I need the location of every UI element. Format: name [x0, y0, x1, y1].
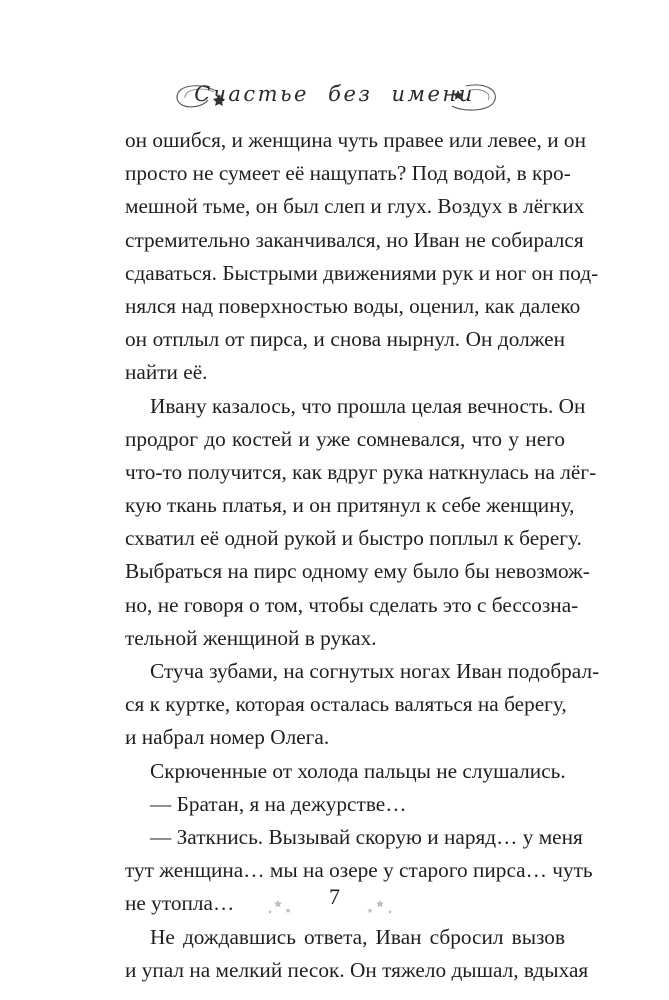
text-line: он отплыл от пирса, и снова нырнул. Он должен	[125, 327, 565, 352]
page-number: 7	[329, 884, 340, 909]
text-line: не утопла…	[125, 891, 235, 916]
text-line: Стуча зубами, на согнутых ногах Иван подобрал-	[150, 659, 600, 683]
text-line: Не дождавшись ответа, Иван сбросил вызов	[150, 924, 565, 949]
text-line: ся к куртке, которая осталась валяться на берегу,	[125, 692, 567, 717]
text-line: сдаваться. Быстрыми движениями рук и ног он под-	[125, 260, 599, 285]
text-line: и упал на мелкий песок. Он тяжело дышал, вдыхая	[125, 957, 589, 982]
text-line: схватил её одной рукой и быстро поплыл к берегу.	[125, 526, 582, 551]
running-header-title: Счастье без имени	[194, 82, 475, 106]
running-header	[0, 76, 669, 116]
body-text	[125, 124, 600, 987]
text-line: найти её.	[125, 360, 208, 385]
text-line: и набрал номер Олега.	[125, 725, 330, 750]
text-line: но, не говоря о том, чтобы сделать это с бессозна-	[125, 592, 579, 617]
text-line: кую ткань платья, и он притянул к себе женщину,	[125, 493, 575, 518]
text-line: тут женщина… мы на озере у старого пирса… чуть	[125, 858, 593, 883]
text-line: продрог до костей и уже сомневался, что у него	[125, 426, 565, 451]
text-line: Выбраться на пирс одному ему было бы невозмож-	[125, 559, 590, 584]
text-line: нялся над поверхностью воды, оценил, как далеко	[125, 293, 581, 318]
text-line: что-то получится, как вдруг рука наткнулась на лёг-	[125, 459, 597, 484]
text-line: тельной женщиной в руках.	[125, 625, 377, 650]
text-line: Ивану казалось, что прошла целая вечность. Он	[150, 393, 586, 418]
text-line: просто не сумеет её нащупать? Под водой, в кро-	[125, 161, 571, 186]
text-line: он ошибся, и женщина чуть правее или левее, и он	[125, 128, 586, 152]
text-line: стремительно заканчивался, но Иван не собирался	[125, 227, 584, 252]
text-line: — Заткнись. Вызывай скорую и наряд… у меня	[150, 824, 583, 849]
text-line: Скрюченные от холода пальцы не слушались.	[150, 758, 566, 783]
text-line: — Братан, я на дежурстве…	[150, 791, 407, 816]
text-line: мешной тьме, он был слеп и глух. Воздух в лёгких	[125, 194, 585, 219]
